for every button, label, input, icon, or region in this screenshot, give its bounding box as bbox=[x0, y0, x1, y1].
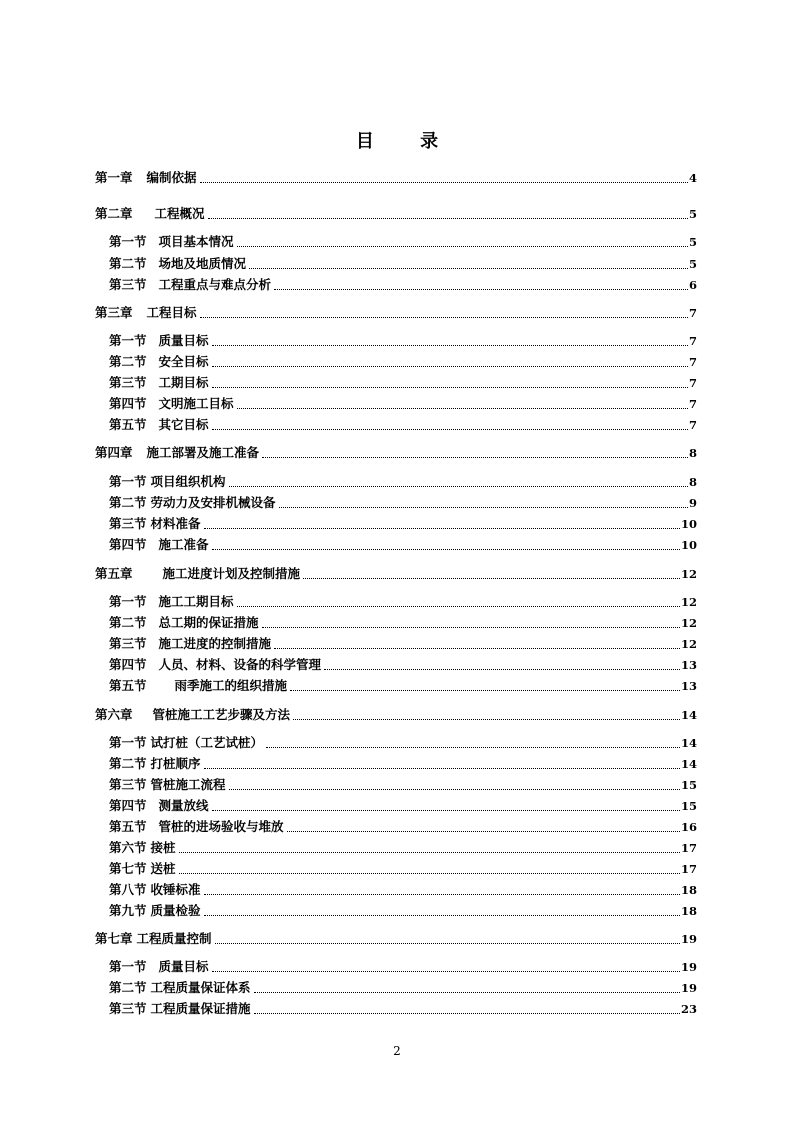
toc-entry-page: 15 bbox=[680, 799, 697, 813]
toc-section-entry[interactable] bbox=[109, 615, 697, 631]
toc-dot-leader bbox=[179, 852, 680, 853]
toc-chapter-entry[interactable] bbox=[95, 445, 697, 461]
toc-dot-leader bbox=[212, 549, 680, 550]
toc-section-entry[interactable] bbox=[109, 396, 697, 412]
toc-dot-leader bbox=[237, 246, 688, 247]
toc-dot-leader bbox=[249, 268, 688, 269]
toc-entry-title: 收锤标准 bbox=[150, 882, 201, 897]
toc-entry-title: 接桩 bbox=[150, 840, 176, 855]
toc-entry-page: 7 bbox=[688, 376, 697, 390]
toc-entry-page: 13 bbox=[680, 679, 697, 693]
toc-section-entry[interactable] bbox=[109, 636, 697, 652]
toc-entry-title: 工程概况 bbox=[154, 206, 205, 221]
toc-section-entry[interactable] bbox=[109, 980, 697, 996]
toc-section-entry[interactable] bbox=[109, 234, 697, 250]
toc-entry-page: 12 bbox=[680, 567, 697, 581]
toc-entry-title: 工程重点与难点分析 bbox=[158, 277, 272, 292]
toc-dot-leader bbox=[293, 719, 680, 720]
toc-entry-number: 第五章 bbox=[95, 566, 133, 581]
toc-entry-title: 劳动力及安排机械设备 bbox=[150, 495, 276, 510]
toc-entry-page: 5 bbox=[688, 207, 697, 221]
toc-entry-page: 18 bbox=[680, 883, 697, 897]
toc-entry-title: 场地及地质情况 bbox=[158, 256, 247, 271]
toc-entry-page: 5 bbox=[688, 235, 697, 249]
toc-entry-page: 17 bbox=[680, 862, 697, 876]
toc-dot-leader bbox=[204, 894, 680, 895]
toc-entry-title: 施工部署及施工准备 bbox=[146, 445, 260, 460]
toc-entry-title: 工程目标 bbox=[146, 305, 197, 320]
toc-entry-number: 第一节 bbox=[109, 735, 147, 750]
toc-entry-number: 第二节 bbox=[109, 256, 147, 271]
toc-entry-page: 7 bbox=[688, 418, 697, 432]
toc-entry-number: 第八节 bbox=[109, 882, 147, 897]
toc-entry-number: 第二节 bbox=[109, 980, 147, 995]
toc-entry-title: 编制依据 bbox=[146, 170, 197, 185]
toc-dot-leader bbox=[274, 289, 688, 290]
toc-dot-leader bbox=[254, 992, 680, 993]
toc-dot-leader bbox=[204, 528, 680, 529]
toc-entry-page: 19 bbox=[680, 981, 697, 995]
toc-section-entry[interactable] bbox=[109, 735, 697, 751]
toc-entry-number: 第二节 bbox=[109, 354, 147, 369]
toc-entry-number: 第一节 bbox=[109, 234, 147, 249]
toc-dot-leader bbox=[279, 507, 688, 508]
toc-section-entry[interactable] bbox=[109, 516, 697, 532]
toc-entry-number: 第四节 bbox=[109, 537, 147, 552]
toc-entry-page: 7 bbox=[688, 355, 697, 369]
toc-section-entry[interactable] bbox=[109, 1001, 697, 1017]
toc-entry-page: 9 bbox=[688, 496, 697, 510]
toc-entry-page: 14 bbox=[680, 736, 697, 750]
toc-dot-leader bbox=[303, 578, 680, 579]
toc-dot-leader bbox=[212, 345, 688, 346]
toc-dot-leader bbox=[262, 457, 688, 458]
toc-entry-title: 其它目标 bbox=[158, 417, 209, 432]
toc-entry-page: 13 bbox=[680, 658, 697, 672]
toc-dot-leader bbox=[229, 789, 680, 790]
toc-dot-leader bbox=[266, 747, 680, 748]
toc-dot-leader bbox=[212, 429, 688, 430]
toc-entry-page: 19 bbox=[680, 932, 697, 946]
toc-section-entry[interactable] bbox=[109, 375, 697, 391]
toc-entry-number: 第一节 bbox=[109, 474, 147, 489]
toc-dot-leader bbox=[324, 669, 680, 670]
toc-entry-title: 质量检验 bbox=[150, 903, 201, 918]
toc-entry-number: 第七节 bbox=[109, 861, 147, 876]
toc-entry-number: 第三章 bbox=[95, 305, 133, 320]
toc-entry-page: 12 bbox=[680, 595, 697, 609]
toc-dot-leader bbox=[200, 317, 688, 318]
toc-dot-leader bbox=[204, 768, 680, 769]
toc-entry-title: 打桩顺序 bbox=[150, 756, 201, 771]
toc-entry-title: 工程质量保证体系 bbox=[150, 980, 251, 995]
toc-entry-number: 第一节 bbox=[109, 594, 147, 609]
toc-dot-leader bbox=[229, 486, 688, 487]
toc-section-entry[interactable] bbox=[109, 354, 697, 370]
toc-entry-number: 第七章 bbox=[95, 931, 133, 946]
toc-dot-leader bbox=[287, 831, 680, 832]
toc-entry-title: 材料准备 bbox=[150, 516, 201, 531]
toc-entry-page: 6 bbox=[688, 278, 697, 292]
toc-dot-leader bbox=[208, 218, 688, 219]
toc-entry-title: 总工期的保证措施 bbox=[158, 615, 259, 630]
toc-entry-page: 8 bbox=[688, 475, 697, 489]
toc-entry-number: 第四节 bbox=[109, 798, 147, 813]
toc-entry-number: 第三节 bbox=[109, 636, 147, 651]
toc-section-entry[interactable] bbox=[109, 840, 697, 856]
toc-entry-title: 项目基本情况 bbox=[158, 234, 234, 249]
toc-entry-page: 19 bbox=[680, 960, 697, 974]
toc-dot-leader bbox=[254, 1013, 680, 1014]
toc-dot-leader bbox=[215, 943, 680, 944]
page-number: 2 bbox=[393, 1044, 401, 1058]
toc-entry-title: 文明施工目标 bbox=[158, 396, 234, 411]
toc-section-entry[interactable] bbox=[109, 256, 697, 272]
toc-section-entry[interactable] bbox=[109, 903, 697, 919]
toc-entry-page: 10 bbox=[680, 538, 697, 552]
toc-entry-number: 第六章 bbox=[95, 707, 133, 722]
toc-dot-leader bbox=[262, 627, 680, 628]
toc-entry-number: 第一节 bbox=[109, 333, 147, 348]
toc-entry-number: 第五节 bbox=[109, 678, 147, 693]
toc-entry-page: 4 bbox=[688, 171, 697, 185]
toc-entry-page: 10 bbox=[680, 517, 697, 531]
toc-entry-number: 第五节 bbox=[109, 417, 147, 432]
toc-section-entry[interactable] bbox=[109, 417, 697, 433]
toc-entry-number: 第一节 bbox=[109, 959, 147, 974]
toc-entry-title: 施工工期目标 bbox=[158, 594, 234, 609]
toc-entry-number: 第四节 bbox=[109, 396, 147, 411]
toc-entry-title: 管桩施工工艺步骤及方法 bbox=[152, 707, 291, 722]
toc-chapter-entry[interactable] bbox=[95, 931, 697, 947]
toc-section-entry[interactable] bbox=[109, 657, 697, 673]
toc-title: 目 录 bbox=[355, 131, 459, 152]
toc-entry-title: 施工进度计划及控制措施 bbox=[162, 566, 301, 581]
toc-entry-number: 第三节 bbox=[109, 277, 147, 292]
toc-section-entry[interactable] bbox=[109, 861, 697, 877]
toc-section-entry[interactable] bbox=[109, 959, 697, 975]
toc-chapter-entry[interactable] bbox=[95, 566, 697, 582]
toc-entry-title: 工程质量控制 bbox=[136, 931, 212, 946]
toc-entry-number: 第三节 bbox=[109, 1001, 147, 1016]
toc-entry-title: 安全目标 bbox=[158, 354, 209, 369]
toc-dot-leader bbox=[237, 408, 688, 409]
toc-entry-number: 第二节 bbox=[109, 495, 147, 510]
toc-section-entry[interactable] bbox=[109, 333, 697, 349]
toc-entry-page: 15 bbox=[680, 778, 697, 792]
toc-dot-leader bbox=[212, 971, 680, 972]
toc-entry-title: 工期目标 bbox=[158, 375, 209, 390]
toc-section-entry[interactable] bbox=[109, 798, 697, 814]
toc-entry-number: 第六节 bbox=[109, 840, 147, 855]
toc-section-entry[interactable] bbox=[109, 495, 697, 511]
toc-dot-leader bbox=[212, 810, 680, 811]
toc-dot-leader bbox=[212, 387, 688, 388]
toc-dot-leader bbox=[290, 690, 680, 691]
toc-entry-page: 12 bbox=[680, 616, 697, 630]
toc-entry-title: 测量放线 bbox=[158, 798, 209, 813]
toc-dot-leader bbox=[179, 873, 680, 874]
toc-section-entry[interactable] bbox=[109, 756, 697, 772]
toc-entry-number: 第九节 bbox=[109, 903, 147, 918]
toc-chapter-entry[interactable] bbox=[95, 707, 697, 723]
toc-entry-page: 17 bbox=[680, 841, 697, 855]
toc-entry-title: 管桩的进场验收与堆放 bbox=[158, 819, 284, 834]
toc-entry-number: 第三节 bbox=[109, 375, 147, 390]
toc-entry-title: 人员、材料、设备的科学管理 bbox=[158, 657, 322, 672]
toc-entry-page: 8 bbox=[688, 446, 697, 460]
toc-entry-title: 雨季施工的组织措施 bbox=[174, 678, 288, 693]
toc-chapter-entry[interactable] bbox=[95, 206, 697, 222]
toc-entry-number: 第二节 bbox=[109, 756, 147, 771]
toc-entry-title: 质量目标 bbox=[158, 333, 209, 348]
toc-entry-title: 施工准备 bbox=[158, 537, 209, 552]
toc-entry-title: 管桩施工流程 bbox=[150, 777, 226, 792]
toc-entry-page: 7 bbox=[688, 306, 697, 320]
toc-dot-leader bbox=[200, 182, 688, 183]
toc-entry-page: 12 bbox=[680, 637, 697, 651]
toc-section-entry[interactable] bbox=[109, 882, 697, 898]
toc-chapter-entry[interactable] bbox=[95, 170, 697, 186]
toc-entry-title: 送桩 bbox=[150, 861, 176, 876]
toc-entry-page: 5 bbox=[688, 257, 697, 271]
toc-entry-title: 项目组织机构 bbox=[150, 474, 226, 489]
toc-entry-page: 18 bbox=[680, 904, 697, 918]
toc-dot-leader bbox=[204, 915, 680, 916]
toc-section-entry[interactable] bbox=[109, 594, 697, 610]
toc-entry-number: 第二章 bbox=[95, 206, 133, 221]
toc-entry-number: 第一章 bbox=[95, 170, 133, 185]
toc-entry-page: 16 bbox=[680, 820, 697, 834]
toc-entry-number: 第二节 bbox=[109, 615, 147, 630]
toc-chapter-entry[interactable] bbox=[95, 305, 697, 321]
toc-dot-leader bbox=[212, 366, 688, 367]
toc-entry-title: 质量目标 bbox=[158, 959, 209, 974]
toc-entry-number: 第四章 bbox=[95, 445, 133, 460]
toc-entry-page: 7 bbox=[688, 334, 697, 348]
toc-section-entry[interactable] bbox=[109, 537, 697, 553]
toc-section-entry[interactable] bbox=[109, 678, 697, 694]
toc-entry-page: 14 bbox=[680, 757, 697, 771]
toc-entry-page: 14 bbox=[680, 708, 697, 722]
toc-entry-title: 试打桩（工艺试桩） bbox=[150, 735, 264, 750]
toc-section-entry[interactable] bbox=[109, 474, 697, 490]
toc-dot-leader bbox=[237, 606, 680, 607]
toc-entry-number: 第三节 bbox=[109, 777, 147, 792]
toc-entry-number: 第五节 bbox=[109, 819, 147, 834]
toc-entry-page: 23 bbox=[680, 1002, 697, 1016]
toc-section-entry[interactable] bbox=[109, 277, 697, 293]
toc-dot-leader bbox=[274, 648, 680, 649]
toc-section-entry[interactable] bbox=[109, 777, 697, 793]
toc-entry-number: 第四节 bbox=[109, 657, 147, 672]
toc-entry-page: 7 bbox=[688, 397, 697, 411]
toc-section-entry[interactable] bbox=[109, 819, 697, 835]
toc-entry-title: 工程质量保证措施 bbox=[150, 1001, 251, 1016]
toc-entry-title: 施工进度的控制措施 bbox=[158, 636, 272, 651]
toc-entry-number: 第三节 bbox=[109, 516, 147, 531]
